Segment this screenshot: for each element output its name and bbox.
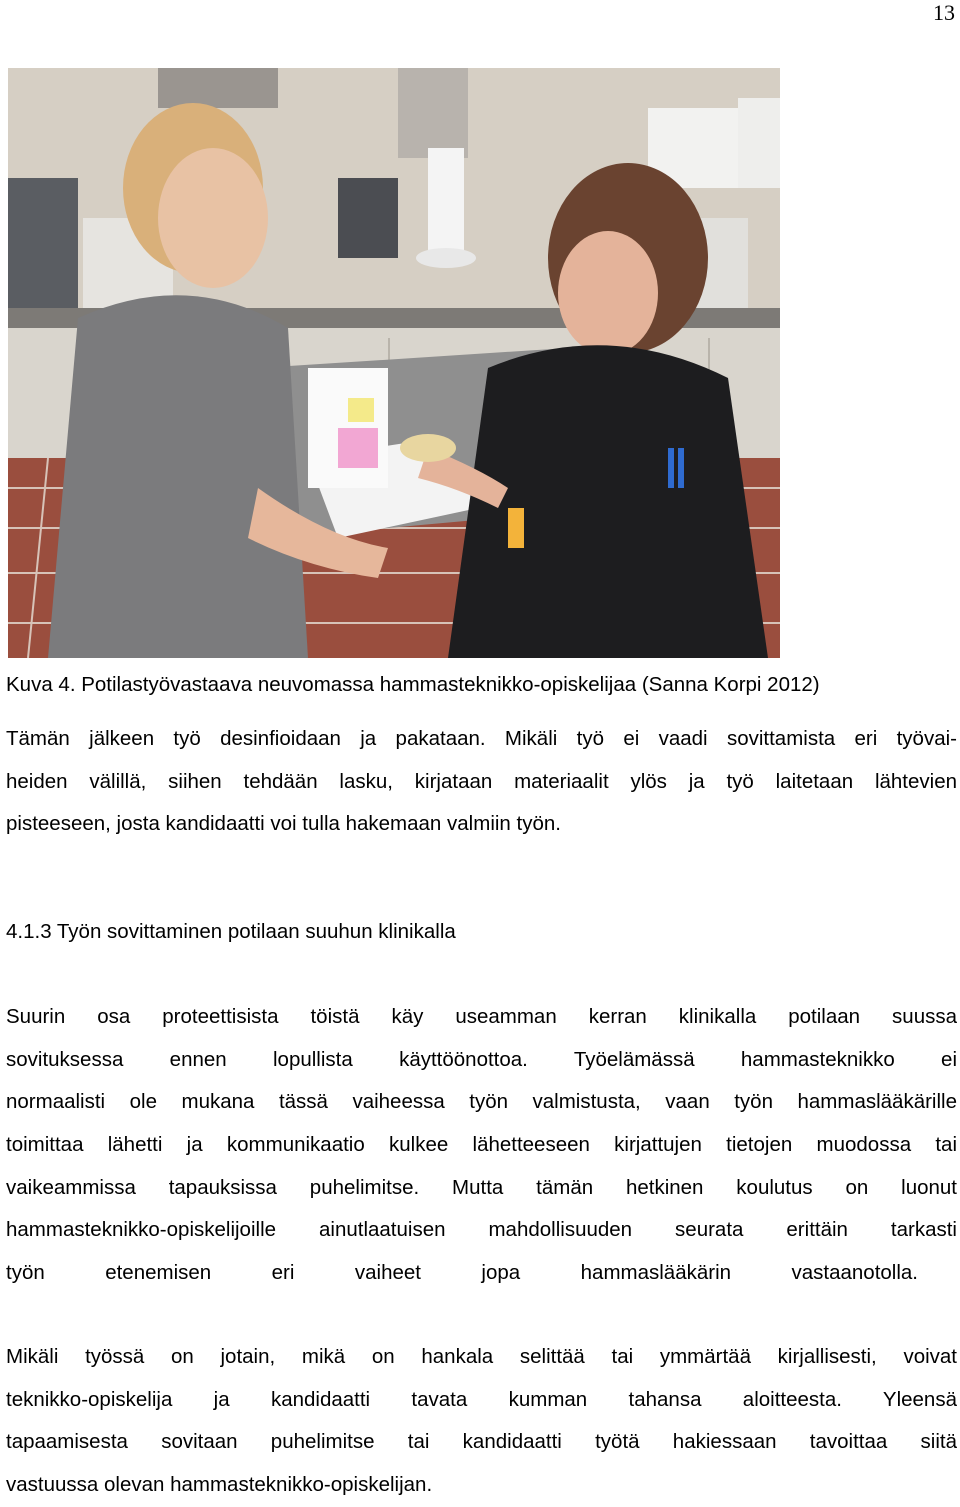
paragraph-1 [6,718,957,846]
paragraph-line: toimittaa lähetti ja kommunikaatio kulkee lähetteeseen kirjattujen tietojen muodossa tai [6,1133,957,1157]
paragraph-2 [6,996,957,1295]
paragraph-line: vaikeammissa tapauksissa puhelimitse. Mutta tämän hetkinen koulutus on luonut [6,1175,957,1199]
paragraph-line: hammasteknikko-opiskelijoille ainutlaatuisen mahdollisuuden seurata erittäin tarkasti [6,1218,957,1242]
section-heading-text: 4.1.3 Työn sovittaminen potilaan suuhun klinikalla [6,920,456,943]
paragraph-line: heiden välillä, siihen tehdään lasku, kirjataan materiaalit ylös ja työ laitetaan lähtevien [6,769,957,793]
page-number: 13 [933,0,955,25]
paragraph-line: teknikko-opiskelija ja kandidaatti tavata kumman tahansa aloitteesta. Yleensä [6,1387,957,1411]
figure-photo [8,68,780,658]
paragraph-line: Suurin osa proteettisista töistä käy useamman kerran klinikalla potilaan suussa [6,1005,957,1028]
section-heading [6,911,957,954]
paragraph-line: tapaamisesta sovitaan puhelimitse tai kandidaatti työtä hakiessaan tavoittaa siitä [6,1430,957,1454]
paragraph-line: vastuussa olevan hammasteknikko-opiskelijan. [6,1473,433,1497]
paragraph-line: Mikäli työssä on jotain, mikä on hankala selittää tai ymmärtää kirjallisesti, voivat [6,1345,957,1368]
paragraph-line: työn etenemisen eri vaiheet jopa hammaslääkärin vastaanotolla. [6,1261,918,1285]
paragraph-3 [6,1336,957,1507]
figure-caption-text: Kuva 4. Potilastyövastaava neuvomassa hammasteknikko-opiskelijaa (Sanna Korpi 2012) [6,673,820,696]
paragraph-line: Tämän jälkeen työ desinfioidaan ja pakataan. Mikäli työ ei vaadi sovittamista eri työvai- [6,727,957,750]
lab-scene-image [8,68,780,658]
paragraph-line: normaalisti ole mukana tässä vaiheessa työn valmistusta, vaan työn hammaslääkärille [6,1090,957,1114]
paragraph-line: sovituksessa ennen lopullista käyttöönottoa. Työelämässä hammasteknikko ei [6,1047,957,1071]
paragraph-line: pisteeseen, josta kandidaatti voi tulla hakemaan valmiin työn. [6,812,561,836]
figure-caption [6,664,957,707]
